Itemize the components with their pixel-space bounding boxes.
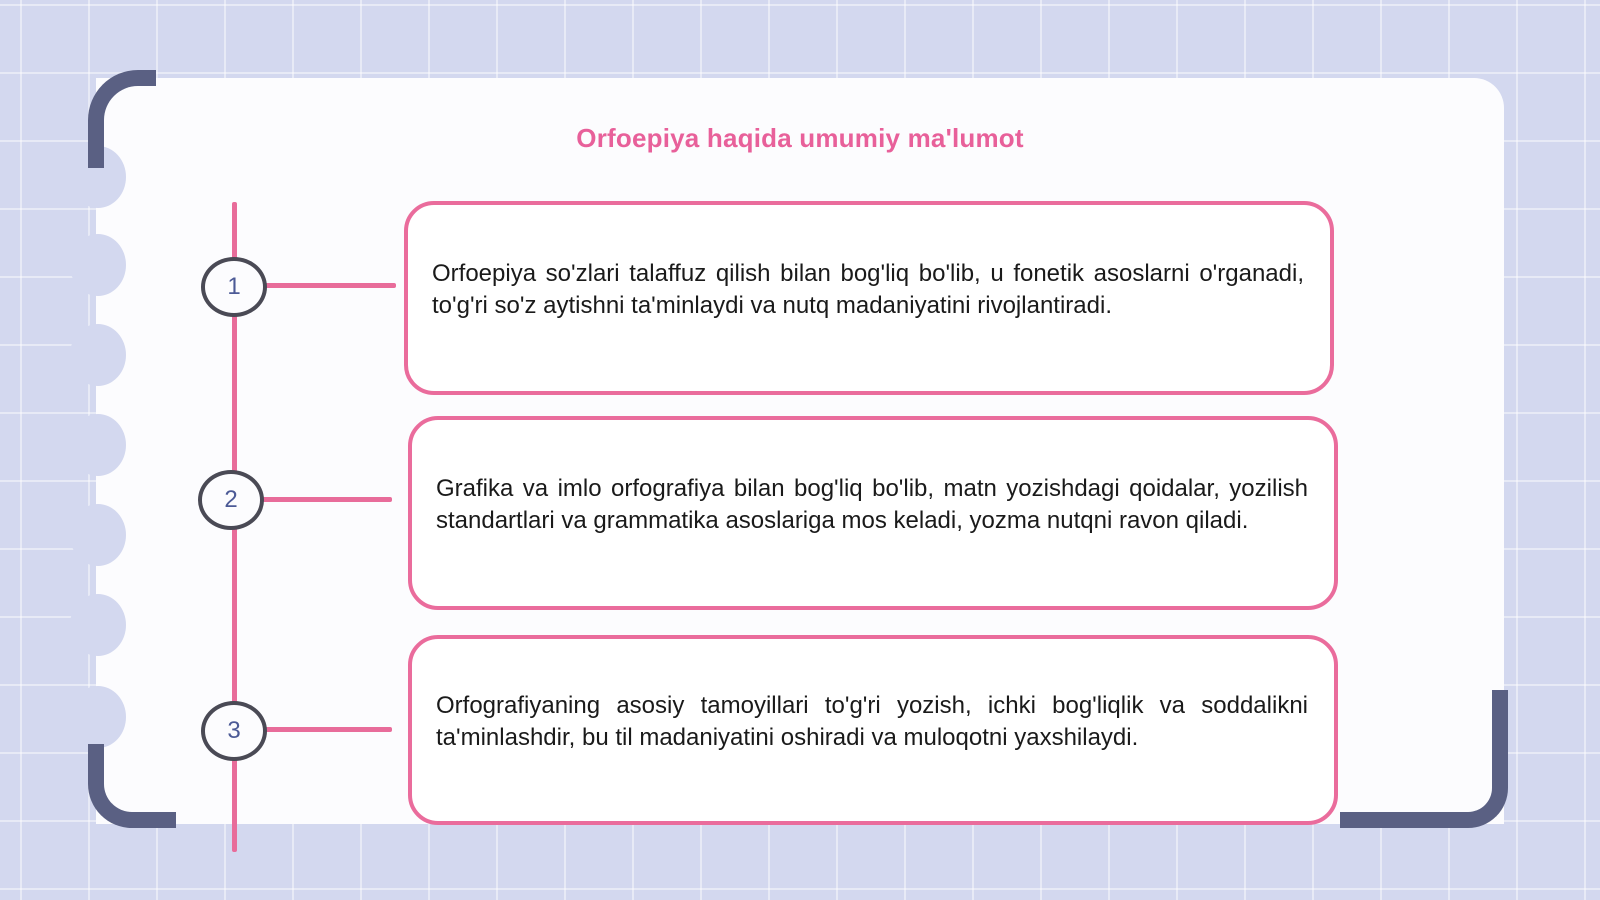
slide-title: Orfoepiya haqida umumiy ma'lumot	[576, 123, 1024, 153]
step-number-badge: 3	[201, 701, 267, 761]
corner-bracket-bottom-right	[1340, 690, 1508, 828]
step-connector	[264, 727, 392, 732]
step-card	[408, 635, 1338, 825]
step-card	[404, 201, 1334, 395]
step-card-text: Orfoepiya so'zlari talaffuz qilish bilan bog'liq bo'lib, u fonetik asoslarni o'rganadi, to'g'ri so'z aytishni ta'minlaydi va nutq madaniyatini rivojlantiradi.	[432, 260, 1304, 319]
step-card	[408, 416, 1338, 610]
paper-notch	[70, 686, 126, 748]
step-number-badge: 2	[198, 470, 264, 530]
paper-notch	[70, 234, 126, 296]
paper-notch	[70, 324, 126, 386]
paper-notch	[70, 414, 126, 476]
step-card-text: Orfografiyaning asosiy tamoyillari to'g'ri yozish, ichki bog'liqlik va soddalikni ta'minlashdir, bu til madaniyatini oshiradi va muloqotni yaxshilaydi.	[436, 692, 1308, 751]
paper-notch	[70, 594, 126, 656]
step-connector	[262, 497, 392, 502]
step-card-text: Grafika va imlo orfografiya bilan bog'liq bo'lib, matn yozishdagi qoidalar, yozilish standartlari va grammatika asoslariga mos keladi, yozma nutqni ravon qiladi.	[436, 475, 1308, 534]
step-connector	[264, 283, 396, 288]
step-number-badge: 1	[201, 257, 267, 317]
corner-bracket-bottom-left	[88, 744, 176, 828]
paper-notch	[70, 504, 126, 566]
